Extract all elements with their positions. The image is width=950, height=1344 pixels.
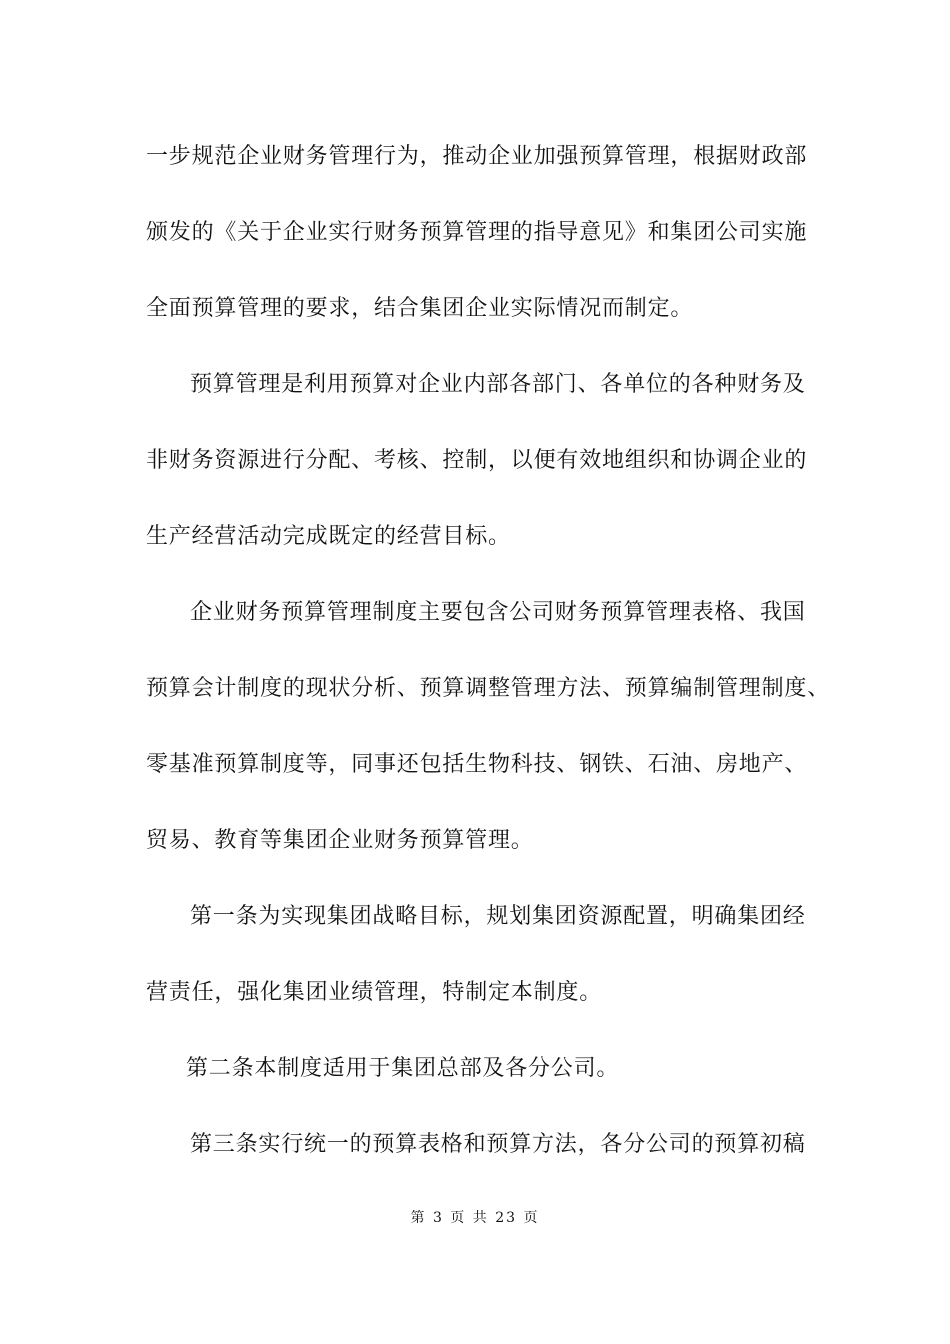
page-number: 第 3 页 共 23 页	[410, 1210, 540, 1226]
paragraph-line: 第三条实行统一的预算表格和预算方法，各分公司的预算初稿	[190, 1132, 806, 1157]
page-footer	[0, 1208, 950, 1228]
paragraph-line: 非财务资源进行分配、考核、控制，以便有效地组织和协调企业的	[146, 448, 808, 473]
paragraph-line: 第二条本制度适用于集团总部及各分公司。	[186, 1056, 620, 1081]
document-body	[146, 132, 831, 1196]
paragraph-line: 第一条为实现集团战略目标，规划集团资源配置，明确集团经	[190, 904, 806, 929]
paragraph-line: 全面预算管理的要求，结合集团企业实际情况而制定。	[146, 296, 694, 321]
paragraph-line: 企业财务预算管理制度主要包含公司财务预算管理表格、我国	[190, 600, 806, 625]
paragraph-line: 一步规范企业财务管理行为，推动企业加强预算管理，根据财政部	[146, 144, 808, 169]
paragraph-line: 生产经营活动完成既定的经营目标。	[146, 524, 511, 549]
paragraph-line: 颁发的《关于企业实行财务预算管理的指导意见》和集团公司实施	[146, 220, 808, 245]
paragraph-line: 预算会计制度的现状分析、预算调整管理方法、预算编制管理制度、	[146, 676, 831, 701]
paragraph-line: 贸易、教育等集团企业财务预算管理。	[146, 828, 534, 853]
paragraph-line: 零基准预算制度等，同事还包括生物科技、钢铁、石油、房地产、	[146, 752, 808, 777]
paragraph-line: 预算管理是利用预算对企业内部各部门、各单位的各种财务及	[190, 372, 806, 397]
paragraph-line: 营责任，强化集团业绩管理，特制定本制度。	[146, 980, 603, 1005]
